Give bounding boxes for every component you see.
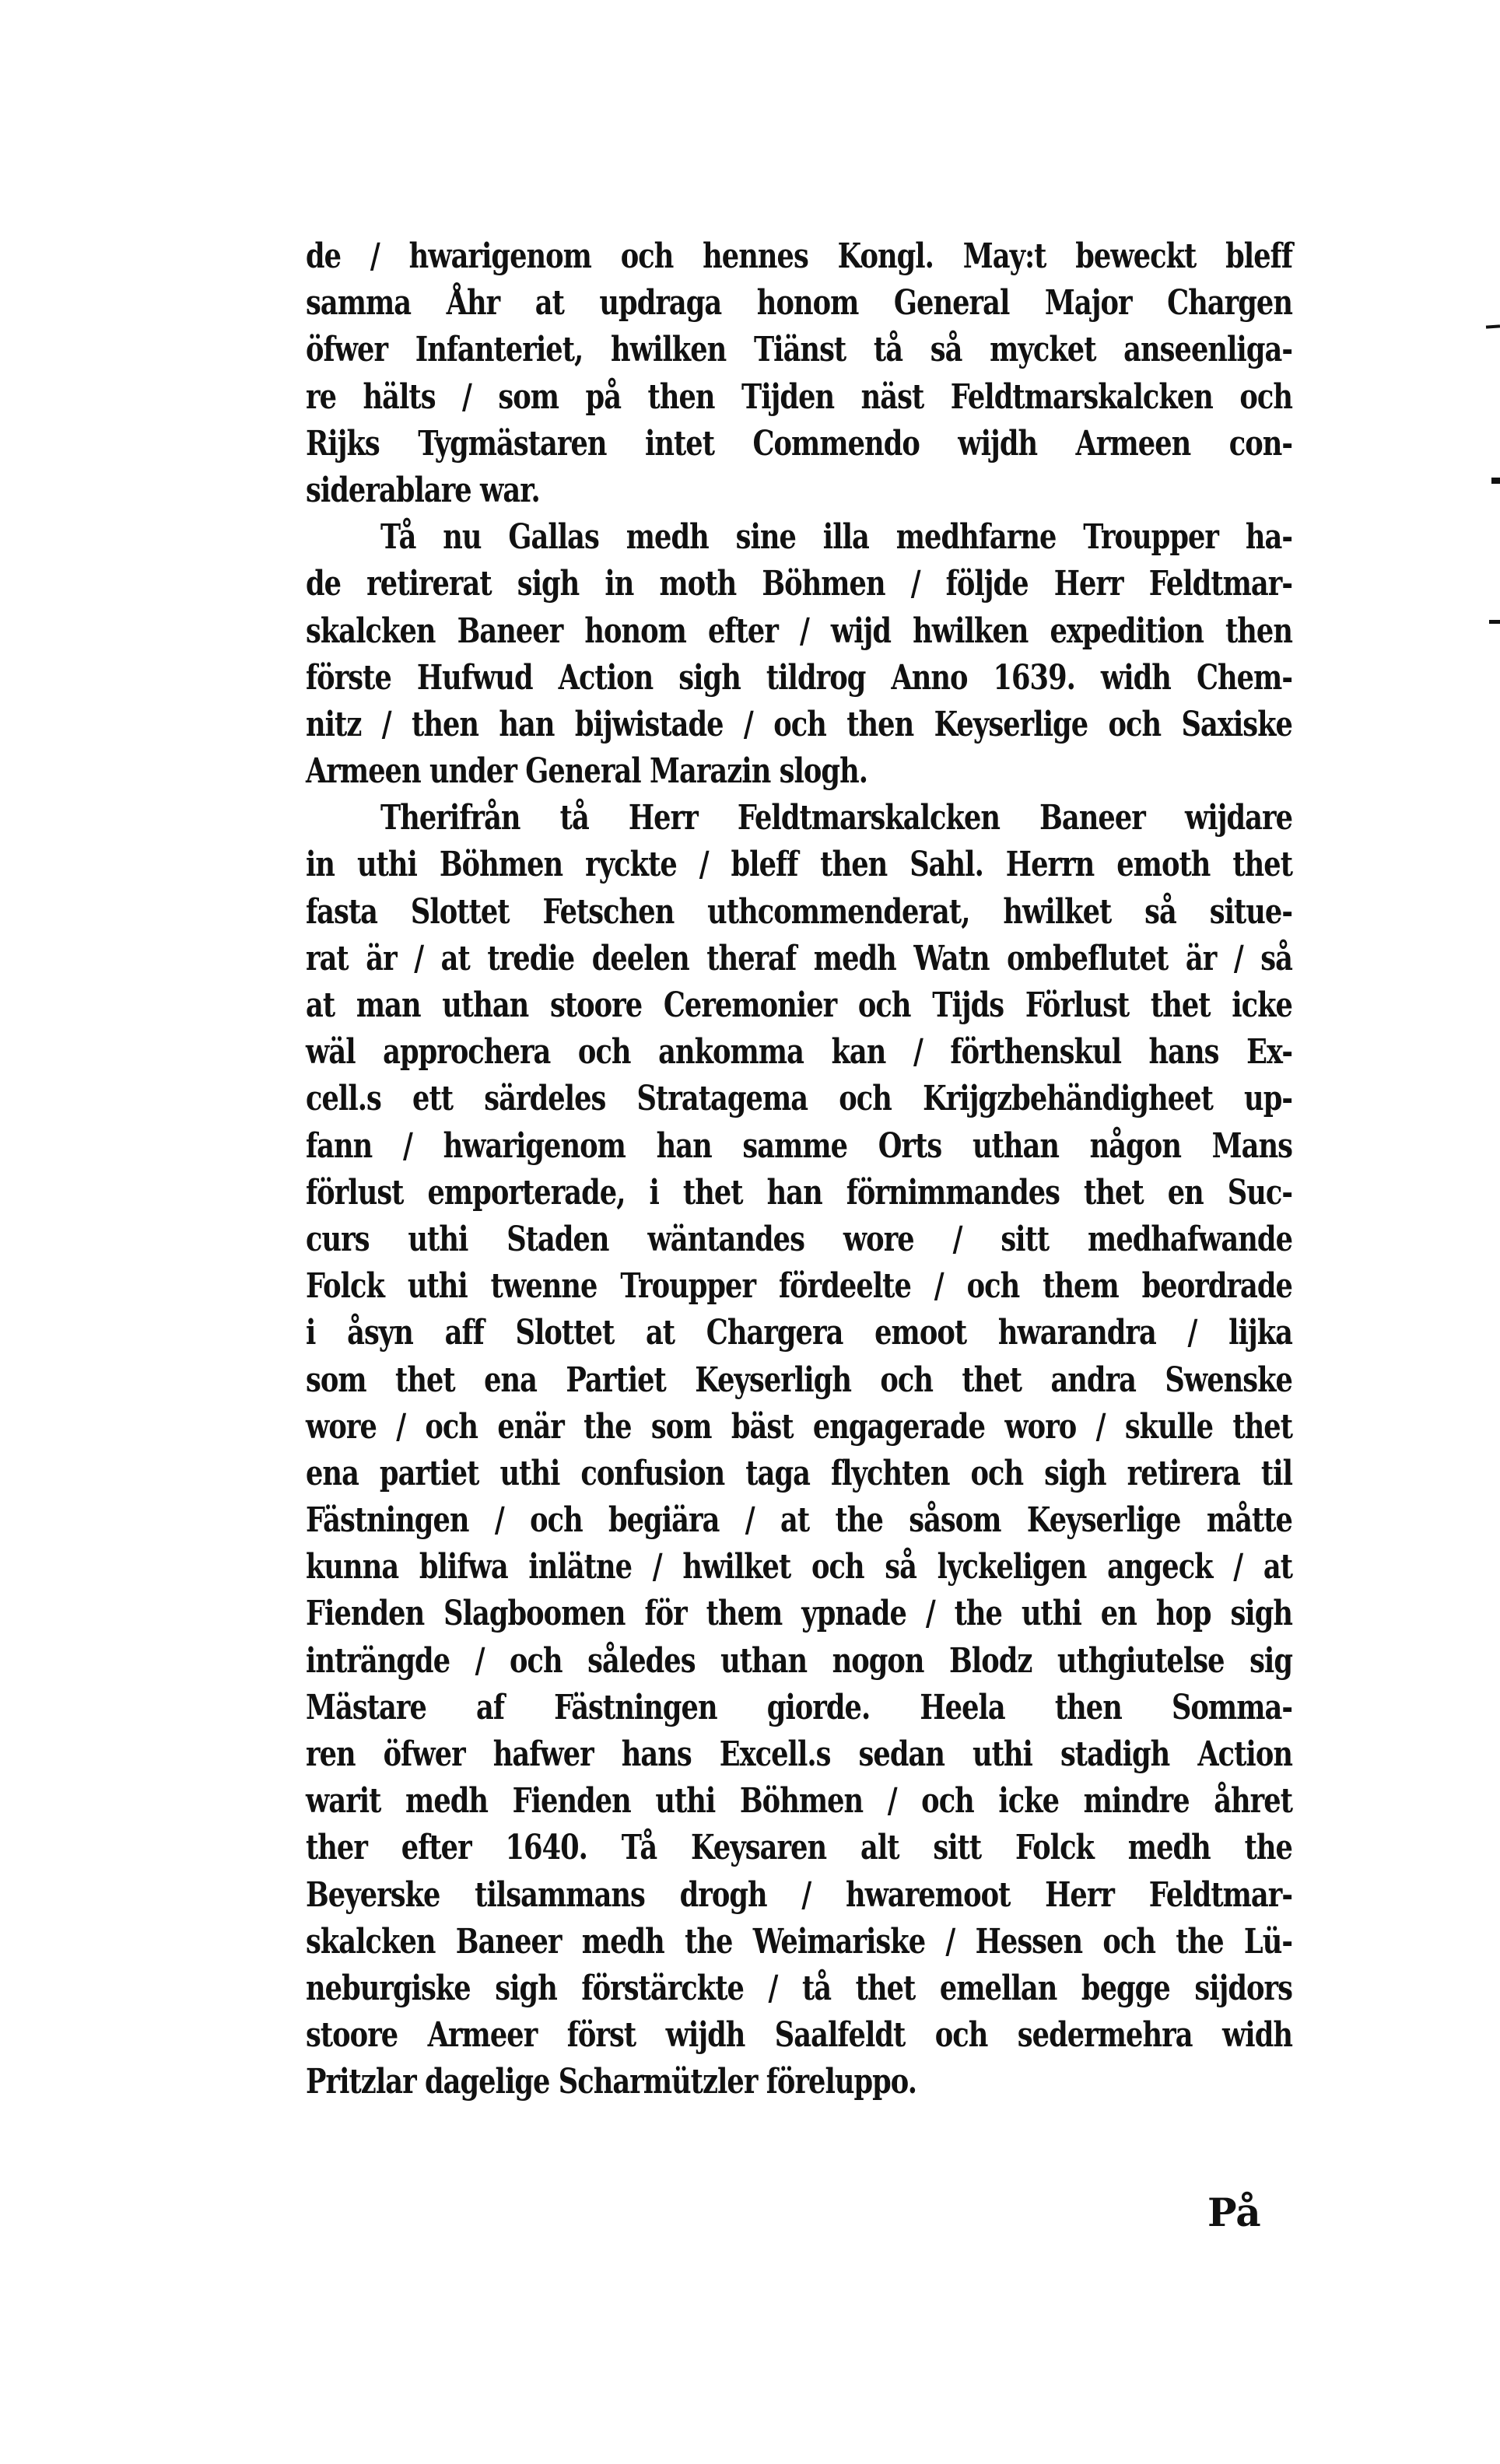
text-line: ther efter 1640. Tå Keysaren alt sitt Folck medh the [306, 1828, 1292, 1868]
text-line: Pritzlar dagelige Scharmützler föreluppo. [306, 2062, 917, 2102]
text-line: cell.s ett särdeles Stratagema och Krijgzbehändigheet up- [306, 1079, 1292, 1119]
text-line: Armeen under General Marazin slogh. [306, 751, 868, 792]
text-line: wore / och enär the som bäst engagerade woro / skulle thet [306, 1406, 1292, 1447]
margin-mark [1489, 620, 1500, 624]
text-line: ena partiet uthi confusion taga flychten och sigh retirera til [306, 1453, 1292, 1493]
text-line: Rijks Tygmästaren intet Commendo wijdh Armeen con- [306, 423, 1292, 464]
paragraph-start: Therifrån tå Herr Feldtmarskalcken Baneer wijdare [380, 798, 1292, 838]
text-line: de / hwarigenom och hennes Kongl. May:t beweckt bleff [306, 236, 1292, 276]
text-line: rat är / at tredie deelen theraf medh Watn ombeflutet är / så [306, 938, 1292, 978]
catchword: På [1207, 2189, 1261, 2235]
paragraph-start: Tå nu Gallas medh sine illa medhfarne Troupper ha- [380, 517, 1292, 558]
text-line: skalcken Baneer medh the Weimariske / Hessen och the Lü- [306, 1921, 1292, 1962]
text-line: Fästningen / och begiära / at the såsom Keyserlige måtte [306, 1500, 1292, 1541]
text-line: neburgiske sigh förstärckte / tå thet emellan begge sijdors [306, 1968, 1292, 2008]
margin-mark [1491, 478, 1500, 484]
margin-mark [1486, 324, 1500, 328]
text-line: de retirerat sigh in moth Böhmen / följde Herr Feldtmar- [306, 564, 1292, 604]
text-line: fann / hwarigenom han samme Orts uthan någon Mans [306, 1125, 1292, 1166]
text-line: förlust emporterade, i thet han förnimmandes thet en Suc- [306, 1172, 1292, 1213]
text-line: in uthi Böhmen ryckte / bleff then Sahl. Herrn emoth thet [306, 845, 1292, 885]
text-line: fasta Slottet Fetschen uthcommenderat, hwilket så situe- [306, 891, 1292, 932]
text-line: öfwer Infanteriet, hwilken Tiänst tå så mycket anseenliga- [306, 330, 1292, 370]
text-line: samma Åhr at updraga honom General Major Chargen [306, 283, 1292, 324]
text-line: Fienden Slagboomen för them ypnade / the uthi en hop sigh [306, 1594, 1292, 1634]
text-line: Folck uthi twenne Troupper fördeelte / och them beordrade [306, 1266, 1292, 1307]
text-line: stoore Armeer först wijdh Saalfeldt och sedermehra widh [306, 2015, 1292, 2056]
text-line: Beyerske tilsammans drogh / hwaremoot Herr Feldtmar- [306, 1874, 1292, 1915]
text-line: at man uthan stoore Ceremonier och Tijds Förlust thet icke [306, 985, 1292, 1025]
text-line: warit medh Fienden uthi Böhmen / och icke mindre åhret [306, 1781, 1292, 1822]
text-line: nitz / then han bijwistade / och then Keyserlige och Saxiske [306, 704, 1292, 744]
text-line: i åsyn aff Slottet at Chargera emoot hwarandra / lijka [306, 1313, 1292, 1353]
text-line: skalcken Baneer honom efter / wijd hwilken expedition then [306, 611, 1292, 651]
body-text [306, 233, 1292, 2106]
text-line: wäl approchera och ankomma kan / förthenskul hans Ex- [306, 1032, 1292, 1073]
text-line: förste Hufwud Action sigh tildrog Anno 1639. widh Chem- [306, 657, 1292, 698]
text-line: som thet ena Partiet Keyserligh och thet andra Swenske [306, 1360, 1292, 1400]
text-line: siderablare war. [306, 470, 540, 510]
text-line: curs uthi Staden wäntandes wore / sitt medhafwande [306, 1219, 1292, 1259]
text-line: inträngde / och således uthan nogon Blodz uthgiutelse sig [306, 1640, 1292, 1681]
text-line: ren öfwer hafwer hans Excell.s sedan uthi stadigh Action [306, 1734, 1292, 1774]
text-line: Mästare af Fästningen giorde. Heela then Somma- [306, 1687, 1292, 1727]
text-line: kunna blifwa inlätne / hwilket och så lyckeligen angeck / at [306, 1547, 1292, 1587]
text-line: re hälts / som på then Tijden näst Feldtmarskalcken och [306, 376, 1292, 417]
